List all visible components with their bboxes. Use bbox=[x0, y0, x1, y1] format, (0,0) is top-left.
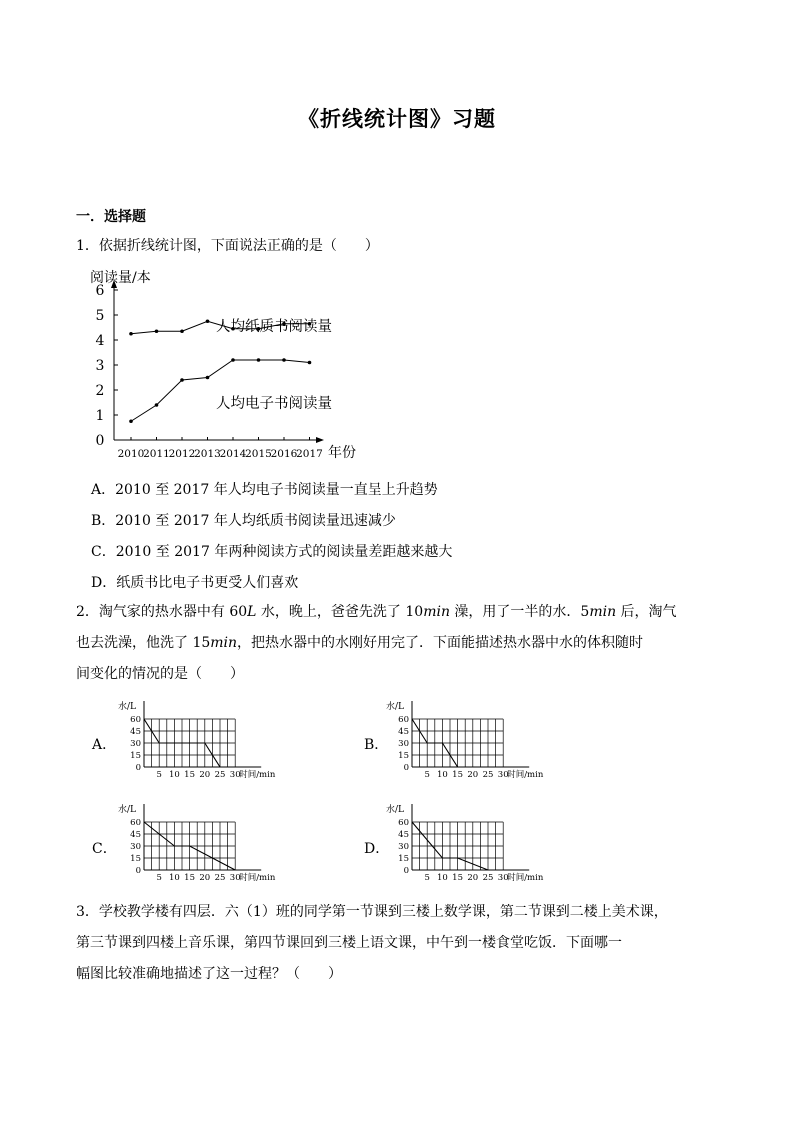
x-tick-label: 20 bbox=[199, 770, 211, 780]
y-tick-label: 0 bbox=[403, 866, 409, 876]
q2-chart-d[interactable] bbox=[382, 802, 546, 882]
q2-option-c-label[interactable]: C． bbox=[92, 841, 117, 857]
y-axis-label: 水/L bbox=[386, 805, 405, 815]
y-tick-label: 60 bbox=[130, 715, 141, 725]
x-tick-label: 2015 bbox=[245, 448, 272, 460]
y-tick-label: 30 bbox=[130, 842, 141, 852]
x-tick-label: 15 bbox=[452, 770, 464, 780]
q1-option-a[interactable]: A．2010 至 2017 年人均电子书阅读量一直呈上升趋势 bbox=[91, 482, 438, 498]
x-tick-label: 2010 bbox=[117, 448, 145, 460]
y-tick-label: 30 bbox=[398, 842, 409, 852]
q1-option-d[interactable]: D．纸质书比电子书更受人们喜欢 bbox=[91, 575, 299, 591]
x-tick-label: 10 bbox=[168, 770, 180, 780]
x-tick-label: 2016 bbox=[270, 448, 298, 460]
x-tick-label: 30 bbox=[497, 873, 509, 883]
data-point bbox=[155, 403, 159, 407]
x-tick-label: 30 bbox=[229, 770, 241, 780]
y-tick-label: 5 bbox=[95, 308, 105, 324]
x-tick-label: 2017 bbox=[296, 448, 323, 460]
series-label: 人均电子书阅读量 bbox=[216, 396, 332, 412]
x-tick-label: 20 bbox=[467, 873, 479, 883]
y-tick-label: 0 bbox=[403, 763, 409, 773]
data-point bbox=[231, 358, 235, 362]
x-axis-label: 年份 bbox=[328, 445, 356, 461]
q2-option-a-label[interactable]: A． bbox=[92, 737, 117, 753]
page-title: 《折线统计图》习题 bbox=[298, 106, 496, 131]
y-tick-label: 0 bbox=[135, 763, 141, 773]
data-point bbox=[206, 376, 210, 380]
y-axis-label: 水/L bbox=[118, 805, 137, 815]
y-tick-label: 1 bbox=[95, 408, 105, 424]
x-tick-label: 10 bbox=[168, 873, 180, 883]
data-point bbox=[129, 419, 133, 423]
series-label: 人均纸质书阅读量 bbox=[216, 319, 332, 335]
y-tick-label: 30 bbox=[398, 739, 409, 749]
y-tick-label: 4 bbox=[95, 333, 105, 349]
x-tick-label: 10 bbox=[436, 770, 448, 780]
y-tick-label: 60 bbox=[398, 818, 409, 828]
question-2-line-3: 间变化的情况的是（ ） bbox=[76, 666, 244, 682]
y-tick-label: 15 bbox=[130, 854, 141, 864]
q2-option-b-label[interactable]: B． bbox=[364, 737, 389, 753]
x-tick-label: 25 bbox=[482, 770, 494, 780]
x-tick-label: 5 bbox=[156, 770, 162, 780]
data-point bbox=[206, 319, 210, 323]
y-axis-label: 阅读量/本 bbox=[90, 270, 151, 286]
y-tick-label: 60 bbox=[130, 818, 141, 828]
y-tick-label: 2 bbox=[95, 383, 105, 399]
question-3-line-1: 3．学校教学楼有四层．六（1）班的同学第一节课到三楼上数学课，第二节课到二楼上美术课， bbox=[76, 904, 668, 920]
question-3-line-2: 第三节课到四楼上音乐课，第四节课回到三楼上语文课，中午到一楼食堂吃饭．下面哪一 bbox=[76, 935, 622, 951]
question-2-line-2: 也去洗澡，他洗了 15min，把热水器中的水刚好用完了．下面能描述热水器中水的体积随时 bbox=[76, 635, 644, 651]
q1-option-c[interactable]: C．2010 至 2017 年两种阅读方式的阅读量差距越来越大 bbox=[91, 544, 453, 560]
q2-option-d-label[interactable]: D． bbox=[364, 841, 390, 857]
x-tick-label: 25 bbox=[214, 873, 226, 883]
y-axis-label: 水/L bbox=[386, 702, 405, 712]
x-tick-label: 2014 bbox=[219, 448, 247, 460]
x-tick-label: 15 bbox=[184, 873, 196, 883]
series-line bbox=[131, 360, 310, 421]
x-tick-label: 25 bbox=[214, 770, 226, 780]
q2-chart-c[interactable] bbox=[114, 802, 278, 882]
y-tick-label: 0 bbox=[135, 866, 141, 876]
data-point bbox=[308, 361, 312, 365]
x-tick-label: 30 bbox=[497, 770, 509, 780]
y-tick-label: 45 bbox=[398, 727, 409, 737]
y-axis-label: 水/L bbox=[118, 702, 137, 712]
x-tick-label: 15 bbox=[452, 873, 464, 883]
y-tick-label: 3 bbox=[95, 358, 105, 374]
x-tick-label: 2013 bbox=[194, 448, 221, 460]
x-tick-label: 10 bbox=[436, 873, 448, 883]
x-axis-label: 时间/min bbox=[507, 770, 544, 780]
x-tick-label: 30 bbox=[229, 873, 241, 883]
x-tick-label: 2011 bbox=[143, 448, 170, 460]
y-tick-label: 0 bbox=[95, 433, 105, 449]
y-tick-label: 15 bbox=[130, 751, 141, 761]
question-3-line-3: 幅图比较准确地描述了这一过程？（ ） bbox=[76, 966, 342, 982]
y-tick-label: 6 bbox=[95, 283, 105, 299]
y-tick-label: 15 bbox=[398, 854, 409, 864]
data-point bbox=[180, 378, 184, 382]
x-tick-label: 15 bbox=[184, 770, 196, 780]
x-axis-label: 时间/min bbox=[239, 873, 276, 883]
x-axis-arrow bbox=[316, 437, 324, 443]
q2-chart-b[interactable] bbox=[382, 699, 546, 779]
q1-option-b[interactable]: B．2010 至 2017 年人均纸质书阅读量迅速减少 bbox=[91, 513, 396, 529]
section-heading: 一．选择题 bbox=[76, 209, 146, 225]
data-point bbox=[282, 358, 286, 362]
y-tick-label: 45 bbox=[130, 830, 141, 840]
data-point bbox=[180, 329, 184, 333]
data-point bbox=[155, 329, 159, 333]
y-tick-label: 30 bbox=[130, 739, 141, 749]
y-tick-label: 45 bbox=[398, 830, 409, 840]
x-tick-label: 25 bbox=[482, 873, 494, 883]
x-tick-label: 5 bbox=[424, 873, 430, 883]
x-axis-label: 时间/min bbox=[507, 873, 544, 883]
x-tick-label: 20 bbox=[467, 770, 479, 780]
data-point bbox=[129, 332, 133, 336]
y-tick-label: 15 bbox=[398, 751, 409, 761]
x-tick-label: 5 bbox=[424, 770, 430, 780]
q1-line-chart bbox=[88, 268, 356, 464]
x-tick-label: 5 bbox=[156, 873, 162, 883]
x-tick-label: 20 bbox=[199, 873, 211, 883]
data-point bbox=[257, 358, 261, 362]
x-tick-label: 2012 bbox=[168, 448, 196, 460]
q2-chart-a[interactable] bbox=[114, 699, 278, 779]
question-2-line-1: 2．淘气家的热水器中有 60L 水，晚上，爸爸先洗了 10min 澡，用了一半的水．5min 后，淘气 bbox=[76, 604, 677, 620]
x-axis-label: 时间/min bbox=[239, 770, 276, 780]
y-tick-label: 60 bbox=[398, 715, 409, 725]
y-tick-label: 45 bbox=[130, 727, 141, 737]
question-1-stem: 1．依据折线统计图，下面说法正确的是（ ） bbox=[76, 238, 379, 254]
